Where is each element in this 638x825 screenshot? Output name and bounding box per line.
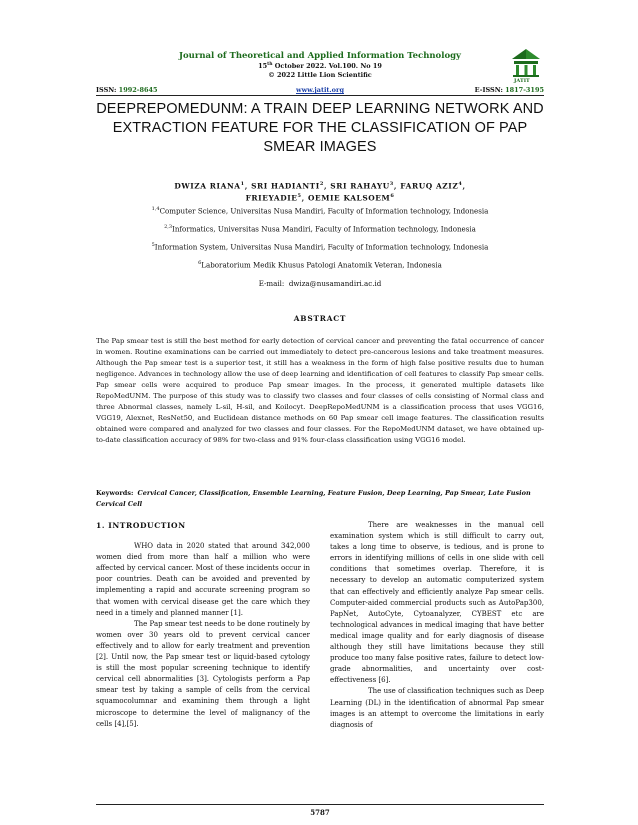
journal-copyright: © 2022 Little Lion Scientific [268,71,372,79]
logo-text: JATIT [514,78,530,84]
author: SRI RAHAYU [330,181,390,191]
email-line [96,279,544,288]
author-sup: 3 [389,181,394,187]
affiliation-text: Laboratorium Medik Khusus Patologi Anatomik Veteran, Indonesia [201,260,442,270]
right-column [330,520,544,731]
paragraph: WHO data in 2020 stated that around 342,000 women died from more than half a million who were affected by cervical cancer. Most of these incidents occur in poor countries. Death can be avoided and prevented by implementing a rapid and accurate screening program so that women with cervical disease get the care which they need in a timely and planned manner [1]. [96,542,310,617]
author: FARUQ AZIZ [400,181,459,191]
author: FRIEYADIE [245,193,298,203]
eissn [475,86,544,94]
issn-label: ISSN: [96,86,117,94]
paragraph: The use of classification techniques such as Deep Learning (DL) in the identification of abnormal Pap smear images is an attempt to overcome the limitations in early diagnosis of [330,687,544,729]
affiliation-sup: 2,3 [164,224,173,230]
affiliation-sup: 6 [198,260,202,266]
abstract-heading: ABSTRACT [293,314,347,323]
affiliation [96,260,544,269]
journal-website-link[interactable]: www.jatit.org [295,86,344,94]
eissn-label: E-ISSN: [474,86,503,94]
date-suffix: th [267,62,273,67]
page-number: 5787 [310,808,330,817]
header-divider [96,95,544,96]
affiliation-text: Computer Science, Universitas Nusa Mandiri, Faculty of Information technology, Indonesia [159,206,489,216]
affiliation [96,206,544,215]
affiliation [96,242,544,251]
author-list: DWIZA RIANA$^1$, SRI HADIANTI$^2$, SRI RAHAYU$^3$, FARUQ AZIZ$^4$, FRIEYADIE$^5$, OEMIE KALSOEM$^6$ [174,181,466,203]
keywords-list: Cervical Cancer, Classification, Ensemble Learning, Feature Fusion, Deep Learning, Pap Smear, Late Fusion Cervical Cell [96,489,531,508]
affiliation-sup: 5 [151,242,155,248]
paper-title: DEEPREPOMEDUNM: A TRAIN DEEP LEARNING NETWORK AND EXTRACTION FEATURE FOR THE CLASSIFICATION OF PAP SMEAR IMAGES [96,101,544,155]
eissn-value: 1817-3195 [505,86,544,94]
journal-title: Journal of Theoretical and Applied Information Technology [178,51,461,61]
paragraph: There are weaknesses in the manual cell examination system which is still difficult to carry out, takes a long time to observe, is tedious, and is prone to errors in identifying millions of cells in one slide with cell conditions that sometimes overlap. Therefore, it is necessary to develop an automatic computerized system that can effectively and efficiently analyze Pap smear cells. Computer-aided commercial products such as AutoPap300, PapNet, AutoCyte, Cytoanalyzer, CYBEST etc are technological advances in medical imaging that have better medical image quality and for early diagnosis of disease although they still have limitations because they still produce too many false positive rates, failure to detect low-grade abnormalities, and uncertainty over cost-effectiveness [6]. [330,521,544,685]
email-label: E-mail: [258,279,285,288]
author-sup: 6 [390,193,395,200]
section-heading: 1. INTRODUCTION [96,521,186,530]
author-sup: 2 [319,181,324,187]
affiliation-text: Informatics, Universitas Nusa Mandiri, Faculty of Information technology, Indonesia [172,224,476,234]
date-day: 15 [258,62,268,71]
keywords [96,488,544,510]
author: OEMIE KALSOEM [307,193,391,203]
author-sup: 1 [240,181,245,187]
journal-date [120,62,520,70]
abstract-body: The Pap smear test is still the best method for early detection of cervical cancer and preventing the fatal occurrence of cancer in women. Routine examinations can be carried out immediately to detect pre-cancerous lesions and take treatment measures. Although the Pap smear test is a superior test, it still has a weakness in the form of high false positive results due to human negligence. Advances in technology allow the use of deep learning and identification of cell features to classify Pap smear cells. Pap smear cells were acquired to produce Pap smear images. In the process, it generated multiple datasets like RepoMedUNM. The purpose of this study was to classify two classes and four classes of cells consisting of Normal class and three Abnormal classes, namely L-sil, H-sil, and Koilocyt. DeepRepoMedUNM is a classification process that uses VGG16, VGG19, Alexnet, ResNet50, and Euclidean distance methods on 60 Pap smear cell image features. The classification results obtained were compared and analyzed for two classes and four classes. For the RepoMedUNM dataset, we have obtained up-to-date classification accuracy of 98% for two-class and 91% four-class classification using VGG16 model. [96,337,544,444]
email-address[interactable]: dwiza@nusamandiri.ac.id [288,279,382,288]
author: DWIZA RIANA [174,181,241,191]
author: SRI HADIANTI [251,181,320,191]
paragraph: The Pap smear test needs to be done routinely by women over 30 years old to prevent cervical cancer effectively and to allow for early treatment and prevention [2]. Until now, the Pap smear test or liquid-based cytology is still the most popular screening technique to identify cervical cell abnormalities [3]. Cytologists perform a Pap smear test by taking a sample of cells from the cervical squamocolumnar and examining them through a light microscope to determine the level of malignancy of the cells [4],[5]. [96,619,310,728]
author-sup: 5 [297,193,302,200]
footer-divider [96,804,544,805]
date-rest: October 2022. Vol.100. No 19 [272,62,382,71]
affiliation-sup: 1,4 [151,206,160,212]
author-sup: 4 [458,181,463,187]
issn-value: 1992-8645 [118,86,158,94]
keywords-label: Keywords: [96,489,134,497]
affiliation [96,224,544,233]
left-column [96,520,310,730]
affiliation-text: Information System, Universitas Nusa Mandiri, Faculty of Information technology, Indonesia [154,242,489,252]
